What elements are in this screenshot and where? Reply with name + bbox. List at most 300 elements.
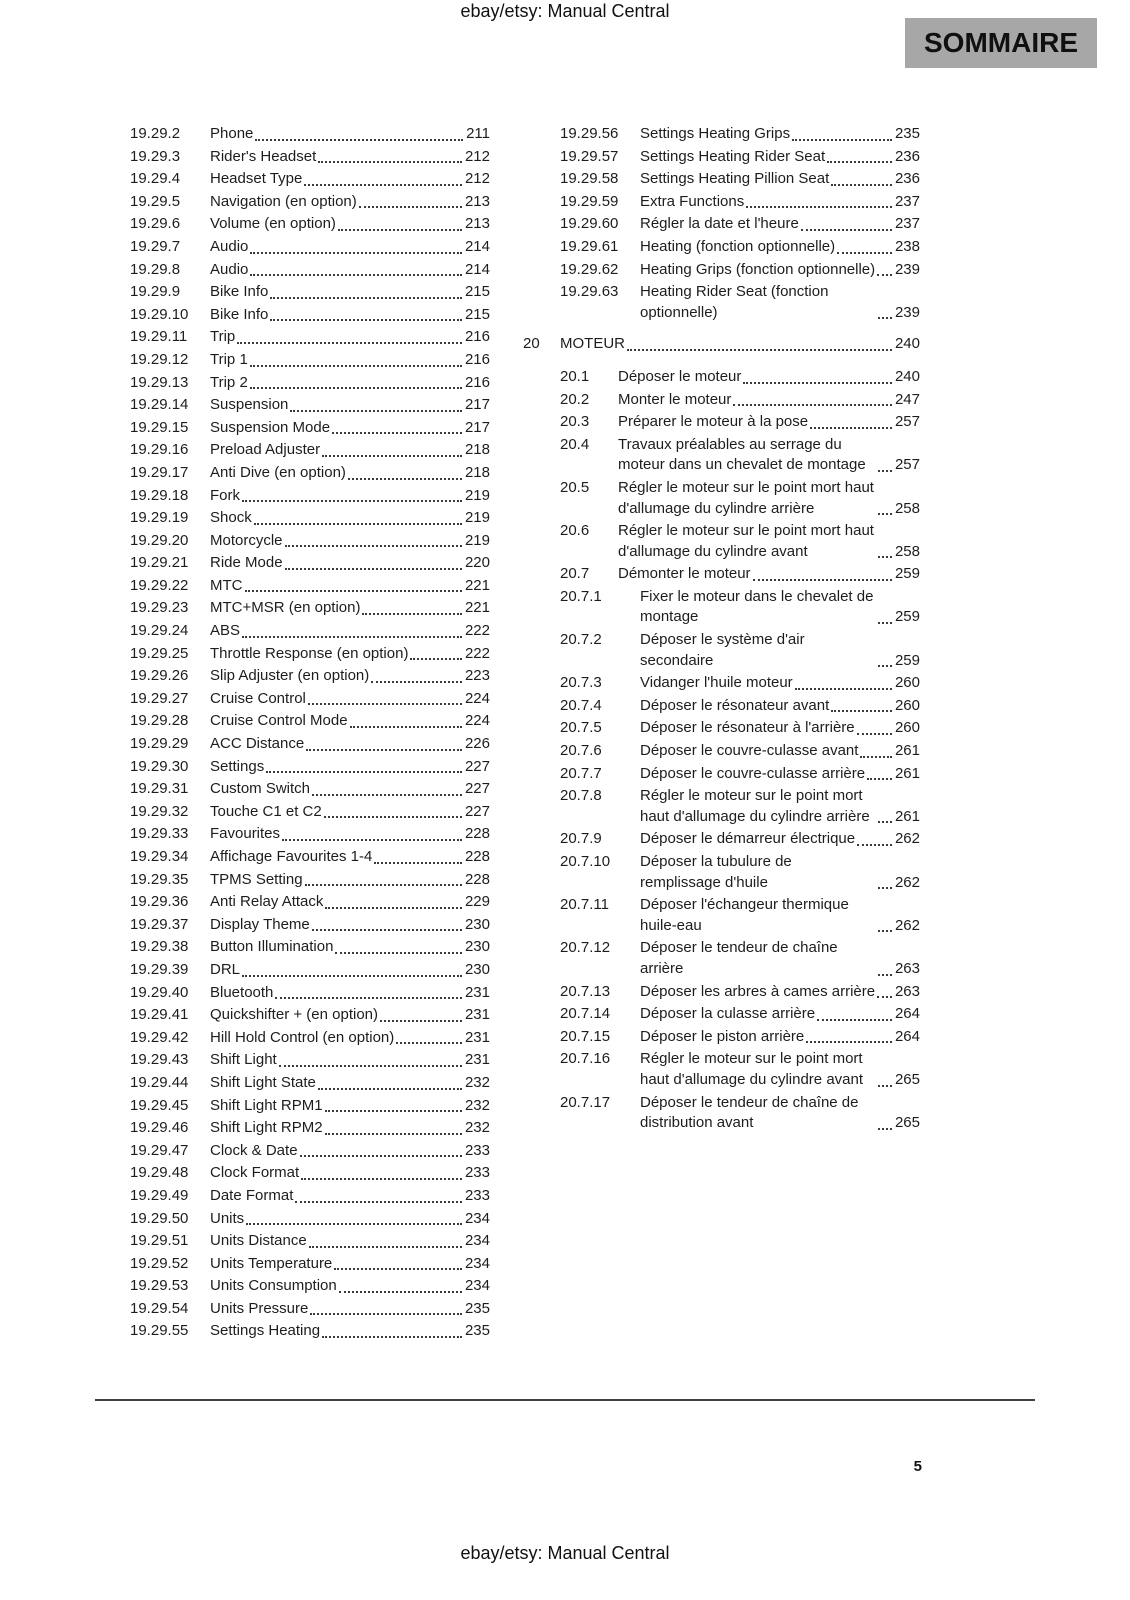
toc-entry-page: 228 — [464, 825, 490, 843]
toc-entry-row — [130, 824, 490, 845]
toc-entry-page: 231 — [464, 1006, 490, 1024]
toc-entry-page: 258 — [894, 499, 920, 517]
toc-entry-number: 19.29.59 — [560, 192, 619, 210]
toc-entry-number: 19.29.29 — [130, 735, 189, 753]
toc-entry-page: 227 — [464, 757, 490, 775]
toc-entry-page: 216 — [464, 373, 490, 391]
toc-entry-title: Volume (en option) — [210, 215, 336, 233]
toc-entry-title: Trip — [210, 328, 236, 346]
toc-entry-row — [560, 1004, 920, 1025]
toc-entry-number: 20.7.10 — [560, 853, 611, 870]
toc-entry-page: 212 — [464, 170, 490, 188]
toc-entry-body — [618, 412, 920, 433]
toc-leader-dots — [837, 252, 892, 254]
toc-entry-body — [210, 305, 490, 326]
toc-entry-row — [560, 630, 920, 671]
toc-entry-title: Touche C1 et C2 — [210, 802, 322, 820]
toc-entry-body — [210, 960, 490, 981]
toc-entry-number: 20.7.4 — [560, 696, 602, 714]
toc-entry-number: 19.29.30 — [130, 757, 189, 775]
toc-entry-row — [130, 915, 490, 936]
toc-entry-page: 261 — [894, 742, 920, 760]
toc-entry-row — [560, 1027, 920, 1048]
toc-entry-title: Navigation (en option) — [210, 192, 357, 210]
toc-entry-number: 20.7.3 — [560, 674, 602, 692]
toc-entry-body — [210, 1299, 490, 1320]
toc-entry-page: 222 — [464, 644, 490, 662]
toc-leader-dots — [334, 1268, 462, 1270]
toc-leader-dots — [792, 139, 892, 141]
toc-entry-number: 19.29.28 — [130, 712, 189, 730]
toc-entry-body — [640, 829, 920, 850]
toc-entry-page: 260 — [894, 719, 920, 737]
toc-leader-dots — [305, 884, 462, 886]
toc-entry-page: 224 — [464, 689, 490, 707]
toc-leader-dots — [817, 1019, 892, 1021]
toc-entry-row — [560, 367, 920, 388]
toc-leader-dots — [867, 778, 892, 780]
toc-entry-title: Bike Info — [210, 305, 269, 323]
toc-leader-dots — [279, 1065, 462, 1067]
toc-entry-number: 19.29.4 — [130, 170, 181, 188]
toc-entry-body — [640, 124, 920, 145]
toc-entry-page: 215 — [464, 283, 490, 301]
toc-entry-page: 265 — [894, 1114, 920, 1132]
toc-entry-body — [640, 852, 920, 893]
toc-entry-title: Fork — [210, 486, 240, 504]
toc-entry-row — [130, 689, 490, 710]
toc-entry-page: 226 — [464, 735, 490, 753]
toc-entry-number: 19.29.21 — [130, 554, 189, 572]
toc-entry-row — [130, 282, 490, 303]
toc-entry-body — [210, 666, 490, 687]
toc-entry-body — [210, 983, 490, 1004]
toc-entry-row — [130, 734, 490, 755]
toc-entry-body — [618, 478, 920, 519]
toc-entry-number: 19.29.58 — [560, 170, 619, 188]
toc-leader-dots — [300, 1155, 462, 1157]
toc-entry-number: 19.29.43 — [130, 1051, 189, 1069]
toc-entry-body — [210, 440, 490, 461]
toc-entry-body — [640, 1093, 920, 1134]
toc-entry-body — [210, 553, 490, 574]
toc-entry-page: 236 — [894, 170, 920, 188]
toc-entry-row — [560, 718, 920, 739]
toc-entry-row — [130, 937, 490, 958]
toc-entry-body — [210, 1118, 490, 1139]
toc-entry-page: 262 — [894, 916, 920, 934]
toc-entry-title: Déposer la culasse arrière — [640, 1005, 816, 1023]
toc-entry-title: Déposer le couvre-culasse arrière — [640, 764, 866, 782]
toc-leader-dots — [339, 1291, 462, 1293]
toc-entry-number: 19.29.19 — [130, 509, 189, 527]
toc-leader-dots — [878, 821, 892, 823]
toc-entry-body — [210, 734, 490, 755]
toc-leader-dots — [831, 184, 892, 186]
toc-entry-row — [130, 350, 490, 371]
toc-entry-number: 19.29.46 — [130, 1119, 189, 1137]
toc-entry-body — [210, 1276, 490, 1297]
toc-leader-dots — [246, 1223, 462, 1225]
toc-leader-dots — [254, 523, 462, 525]
toc-entry-number: 20.7.8 — [560, 787, 602, 805]
toc-entry-body — [618, 435, 920, 476]
toc-leader-dots — [242, 500, 462, 502]
toc-entry-body — [210, 418, 490, 439]
toc-entry-title: Suspension Mode — [210, 418, 331, 436]
toc-leader-dots — [325, 1110, 462, 1112]
toc-leader-dots — [270, 297, 462, 299]
toc-entry-title: Phone — [210, 125, 254, 142]
toc-entry-number: 19.29.6 — [130, 215, 181, 233]
toc-entry-page: 259 — [894, 565, 920, 583]
toc-entry-number: 20.7.16 — [560, 1050, 611, 1068]
toc-entry-row — [560, 829, 920, 850]
toc-entry-title: Déposer le démarreur électrique — [640, 830, 856, 848]
toc-entry-number: 19.29.45 — [130, 1096, 189, 1114]
toc-leader-dots — [806, 1041, 892, 1043]
toc-entry-row — [560, 741, 920, 762]
toc-entry-title: Déposer le résonateur avant — [640, 696, 830, 714]
toc-entry-page: 219 — [464, 486, 490, 504]
toc-entry-page: 261 — [894, 764, 920, 782]
toc-entry-number: 19.29.3 — [130, 147, 181, 165]
toc-entry-page: 232 — [464, 1096, 490, 1114]
toc-entry-title: Slip Adjuster (en option) — [210, 667, 370, 685]
toc-entry-page: 247 — [894, 390, 920, 408]
footer-title: ebay/etsy: Manual Central — [460, 1543, 670, 1563]
toc-entry-body — [210, 870, 490, 891]
toc-entry-row — [560, 696, 920, 717]
toc-entry-body — [210, 214, 490, 235]
toc-entry-number: 19.29.54 — [130, 1299, 189, 1317]
toc-entry-body — [640, 1004, 920, 1025]
toc-leader-dots — [245, 590, 462, 592]
toc-entry-number: 20.7.5 — [560, 719, 602, 737]
toc-entry-page: 233 — [464, 1186, 490, 1204]
toc-entry-row — [130, 576, 490, 597]
toc-entry-title: Régler le moteur sur le point mort haut d'allumage du cylindre avant — [618, 522, 874, 560]
toc-entry-row — [560, 673, 920, 694]
toc-entry-body — [640, 630, 920, 671]
toc-entry-page: 264 — [894, 1005, 920, 1023]
toc-entry-title: Custom Switch — [210, 780, 311, 798]
toc-entry-row — [130, 305, 490, 326]
toc-entry-body — [640, 1027, 920, 1048]
toc-entry-number: 19.29.31 — [130, 780, 189, 798]
toc-leader-dots — [878, 556, 892, 558]
toc-entry-title: Déposer le tendeur de chaîne de distribution avant — [640, 1093, 859, 1132]
toc-column-right — [523, 124, 920, 1136]
toc-leader-dots — [242, 636, 462, 638]
toc-entry-page: 218 — [464, 463, 490, 481]
toc-entry-title: Démonter le moteur — [618, 565, 751, 583]
toc-entry-number: 19.29.38 — [130, 938, 189, 956]
toc-entry-row — [130, 1186, 490, 1207]
toc-entry-number: 19.29.60 — [560, 215, 619, 233]
toc-entry-title: Throttle Response (en option) — [210, 644, 409, 662]
toc-leader-dots — [878, 470, 892, 472]
toc-entry-number: 20.7.11 — [560, 896, 609, 914]
toc-entry-body — [210, 1005, 490, 1026]
toc-entry-body — [210, 486, 490, 507]
toc-entry-body — [210, 192, 490, 213]
toc-entry-number: 19.29.41 — [130, 1006, 189, 1024]
toc-leader-dots — [831, 710, 892, 712]
toc-entry-title: Déposer l'échangeur thermique huile-eau — [640, 896, 849, 934]
toc-entry-title: Rider's Headset — [210, 147, 317, 165]
toc-entry-page: 234 — [464, 1209, 490, 1227]
toc-entry-page: 232 — [464, 1073, 490, 1091]
toc-entry-title: MTC — [210, 576, 243, 594]
toc-entry-row — [560, 282, 920, 323]
toc-entry-body — [210, 260, 490, 281]
toc-entry-row — [560, 478, 920, 519]
toc-leader-dots — [878, 887, 892, 889]
toc-entry-title: Shift Light State — [210, 1073, 316, 1091]
toc-entry-row — [560, 521, 920, 562]
toc-entry-number: 20.5 — [560, 478, 590, 496]
toc-entry-title: Heating Rider Seat (fonction optionnelle) — [640, 283, 829, 321]
toc-entry-row — [130, 440, 490, 461]
toc-entry-title: Fixer le moteur dans le chevalet de montage — [640, 587, 874, 626]
toc-leader-dots — [335, 952, 462, 954]
toc-leader-dots — [878, 974, 892, 976]
toc-entry-number: 19.29.2 — [130, 125, 181, 142]
toc-entry-row — [130, 395, 490, 416]
toc-entry-row — [130, 779, 490, 800]
toc-leader-dots — [250, 274, 462, 276]
toc-entry-body — [210, 508, 490, 529]
toc-entry-body — [640, 192, 920, 213]
toc-entry-row — [130, 802, 490, 823]
toc-entry-body — [210, 373, 490, 394]
toc-leader-dots — [410, 658, 462, 660]
toc-entry-number: 19.29.47 — [130, 1141, 189, 1159]
toc-entry-number: 20.4 — [560, 435, 590, 453]
toc-entry-title: TPMS Setting — [210, 870, 303, 888]
toc-entry-page: 235 — [894, 125, 920, 142]
toc-entry-row — [130, 214, 490, 235]
toc-entry-page: 221 — [464, 576, 490, 594]
toc-leader-dots — [374, 862, 462, 864]
toc-entry-title: Trip 1 — [210, 350, 248, 368]
toc-entry-body — [640, 237, 920, 258]
toc-entry-row — [130, 644, 490, 665]
toc-entry-number: 19.29.57 — [560, 147, 619, 165]
toc-entry-number: 20.7.12 — [560, 939, 611, 957]
toc-entry-title: Date Format — [210, 1186, 294, 1204]
toc-entry-body — [210, 802, 490, 823]
toc-entry-body — [618, 521, 920, 562]
toc-entry-page: 211 — [466, 125, 490, 142]
toc-entry-title: MTC+MSR (en option) — [210, 599, 361, 617]
toc-entry-page: 223 — [464, 667, 490, 685]
toc-entry-number: 20.7.2 — [560, 631, 602, 649]
toc-entry-page: 227 — [464, 780, 490, 798]
toc-entry-number: 19.29.20 — [130, 531, 189, 549]
toc-entry-number: 20.2 — [560, 390, 590, 408]
toc-entry-number: 19.29.51 — [130, 1232, 189, 1250]
toc-entry-row — [130, 531, 490, 552]
toc-entry-title: Déposer le couvre-culasse avant — [640, 742, 859, 760]
toc-entry-title: Headset Type — [210, 170, 303, 188]
toc-entry-title: Régler le moteur sur le point mort haut d'allumage du cylindre arrière — [640, 787, 870, 825]
toc-leader-dots — [878, 513, 892, 515]
toc-leader-dots — [753, 579, 892, 581]
toc-entry-page: 230 — [464, 915, 490, 933]
toc-entry-title: Déposer les arbres à cames arrière — [640, 982, 876, 1000]
toc-entry-title: Déposer le tendeur de chaîne arrière — [640, 939, 838, 977]
toc-leader-dots — [801, 229, 892, 231]
toc-entry-page: 217 — [464, 418, 490, 436]
toc-entry-number: 19.29.27 — [130, 689, 189, 707]
toc-entry-body — [640, 587, 920, 628]
toc-entry-row — [560, 390, 920, 411]
toc-entry-row — [130, 1118, 490, 1139]
toc-entry-row — [560, 938, 920, 979]
toc-entry-page: 240 — [894, 335, 920, 353]
toc-entry-title: Extra Functions — [640, 192, 745, 210]
toc-leader-dots — [285, 545, 462, 547]
toc-entry-page: 213 — [464, 192, 490, 210]
toc-entry-number: 19.29.37 — [130, 915, 189, 933]
toc-leader-dots — [324, 816, 462, 818]
toc-entry-body — [210, 824, 490, 845]
toc-entry-title: Travaux préalables au serrage du moteur dans un chevalet de montage — [618, 435, 866, 474]
toc-entry-body — [210, 915, 490, 936]
toc-entry-page: 262 — [894, 873, 920, 891]
toc-entry-row — [560, 435, 920, 476]
toc-entry-body — [210, 531, 490, 552]
toc-entry-number: 19.29.42 — [130, 1028, 189, 1046]
toc-entry-body — [640, 718, 920, 739]
toc-entry-row — [560, 852, 920, 893]
toc-entry-title: Cruise Control Mode — [210, 712, 348, 730]
toc-entry-page: 265 — [894, 1070, 920, 1088]
toc-leader-dots — [322, 1336, 462, 1338]
toc-entry-row — [130, 124, 490, 145]
toc-leader-dots — [312, 929, 462, 931]
toc-entry-page: 229 — [464, 893, 490, 911]
toc-leader-dots — [301, 1178, 462, 1180]
toc-entry-row — [130, 1073, 490, 1094]
toc-entry-number: 19.29.35 — [130, 870, 189, 888]
toc-entry-body — [210, 169, 490, 190]
toc-entry-row — [130, 1096, 490, 1117]
toc-entry-number: 20.7.13 — [560, 982, 611, 1000]
toc-entry-body — [210, 937, 490, 958]
toc-leader-dots — [308, 703, 462, 705]
toc-entry-page: 220 — [464, 554, 490, 572]
toc-entry-body — [210, 1209, 490, 1230]
toc-entry-row — [130, 1299, 490, 1320]
toc-entry-row — [130, 237, 490, 258]
toc-leader-dots — [878, 1085, 892, 1087]
toc-entry-body — [640, 260, 920, 281]
toc-entry-body — [210, 779, 490, 800]
toc-entry-page: 260 — [894, 674, 920, 692]
toc-entry-page: 260 — [894, 696, 920, 714]
toc-entry-body — [210, 282, 490, 303]
toc-entry-number: 19.29.11 — [130, 328, 188, 346]
toc-entry-title: Audio — [210, 260, 249, 278]
toc-entry-number: 19.29.17 — [130, 463, 189, 481]
toc-entry-number: 20.7.14 — [560, 1005, 611, 1023]
toc-entry-row — [130, 373, 490, 394]
toc-entry-title: Déposer le système d'air secondaire — [640, 631, 805, 669]
toc-leader-dots — [878, 622, 892, 624]
toc-entry-number: 19.29.33 — [130, 825, 189, 843]
sommaire-label: SOMMAIRE — [924, 27, 1078, 58]
toc-leader-dots — [270, 319, 462, 321]
toc-entry-number: 19.29.49 — [130, 1186, 189, 1204]
toc-entry-body — [618, 367, 920, 388]
toc-leader-dots — [860, 756, 892, 758]
toc-entry-title: Trip 2 — [210, 373, 248, 391]
toc-entry-page: 231 — [464, 983, 490, 1001]
toc-entry-number: 19.29.9 — [130, 283, 181, 301]
toc-leader-dots — [371, 681, 462, 683]
toc-entry-row — [130, 1005, 490, 1026]
toc-entry-number: 20 — [523, 335, 540, 353]
toc-entry-number: 20.1 — [560, 367, 590, 385]
toc-entry-row — [560, 214, 920, 235]
toc-entry-row — [130, 327, 490, 348]
toc-entry-title: Settings Heating — [210, 1322, 321, 1340]
toc-entry-row — [130, 192, 490, 213]
toc-leader-dots — [348, 478, 462, 480]
toc-entry-number: 19.29.13 — [130, 373, 189, 391]
toc-entry-title: Shock — [210, 509, 252, 527]
toc-entry-body — [640, 214, 920, 235]
toc-entry-row — [560, 412, 920, 433]
toc-leader-dots — [338, 229, 462, 231]
toc-entry-row — [130, 1028, 490, 1049]
toc-leader-dots — [306, 749, 462, 751]
toc-entry-number: 20.3 — [560, 413, 590, 431]
toc-entry-body — [618, 564, 920, 585]
toc-entry-row — [130, 960, 490, 981]
toc-entry-number: 19.29.5 — [130, 192, 181, 210]
toc-entry-body — [210, 1028, 490, 1049]
toc-entry-page: 263 — [894, 959, 920, 977]
toc-leader-dots — [312, 794, 462, 796]
toc-entry-page: 257 — [894, 413, 920, 431]
toc-entry-row — [560, 764, 920, 785]
toc-entry-body — [210, 327, 490, 348]
toc-entry-title: Clock Format — [210, 1164, 300, 1182]
toc-entry-title: Units Distance — [210, 1232, 307, 1250]
toc-entry-page: 234 — [464, 1232, 490, 1250]
toc-entry-row — [130, 598, 490, 619]
toc-entry-page: 259 — [894, 608, 920, 626]
toc-entry-row — [130, 1163, 490, 1184]
toc-entry-title: Units — [210, 1209, 245, 1227]
toc-leader-dots — [795, 688, 892, 690]
toc-entry-body — [210, 576, 490, 597]
toc-leader-dots — [627, 349, 892, 351]
toc-entry-number: 19.29.36 — [130, 893, 189, 911]
toc-entry-row — [130, 711, 490, 732]
toc-entry-page: 230 — [464, 938, 490, 956]
toc-entry-row — [130, 418, 490, 439]
toc-entry-row — [130, 757, 490, 778]
toc-entry-page: 212 — [464, 147, 490, 165]
toc-entry-page: 239 — [894, 260, 920, 278]
toc-entry-page: 214 — [464, 237, 490, 255]
toc-entry-page: 259 — [894, 651, 920, 669]
